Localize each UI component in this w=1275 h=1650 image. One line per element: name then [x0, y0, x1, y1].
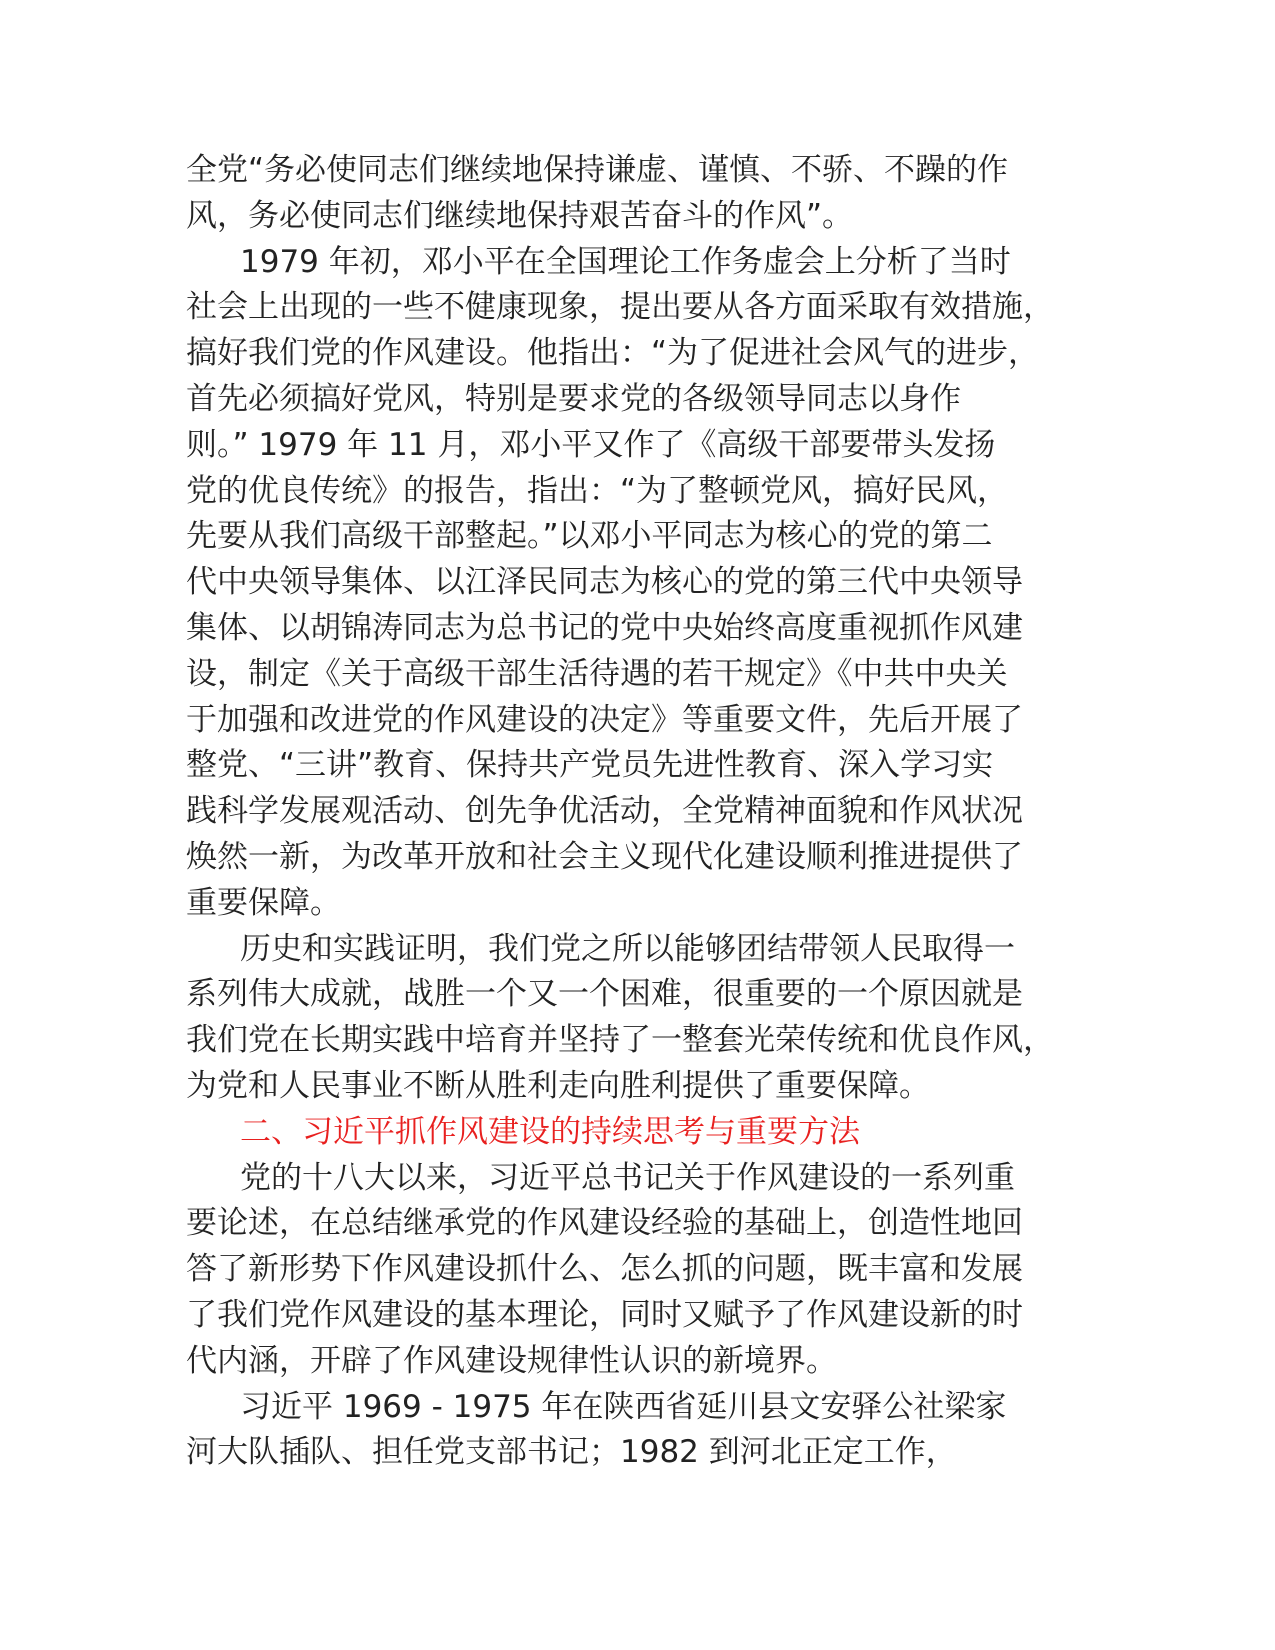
text-line: 于加强和改进党的作风建设的决定》等重要文件，先后开展了	[186, 701, 1023, 738]
section-heading: 二、习近平抓作风建设的持续思考与重要方法	[240, 1113, 860, 1150]
text-line: 系列伟大成就，战胜一个又一个困难，很重要的一个原因就是	[186, 976, 1023, 1013]
text-line: 全党“务必使同志们继续地保持谦虚、谨慎、不骄、不躁的作	[186, 152, 1009, 188]
text-line: 集体、以胡锦涛同志为总书记的党中央始终高度重视抓作风建	[186, 609, 1023, 646]
paragraph-start-line: 历史和实践证明，我们党之所以能够团结带领人民取得一	[240, 930, 1015, 967]
paragraph-start-line: 习近平 1969 - 1975 年在陕西省延川县文安驿公社梁家	[240, 1388, 1007, 1425]
text-line: 则。” 1979 年 11 月，邓小平又作了《高级干部要带头发扬	[186, 426, 996, 463]
text-line: 焕然一新，为改革开放和社会主义现代化建设顺利推进提供了	[186, 838, 1023, 875]
text-line: 设，制定《关于高级干部生活待遇的若干规定》《中共中央关	[186, 655, 1008, 692]
text-line: 搞好我们党的作风建设。他指出：“为了促进社会风气的进步，	[186, 335, 1040, 372]
text-line: 了我们党作风建设的基本理论，同时又赋予了作风建设新的时	[186, 1296, 1023, 1333]
text-line: 要论述，在总结继承党的作风建设经验的基础上，创造性地回	[186, 1205, 1023, 1242]
text-line: 我们党在长期实践中培育并坚持了一整套光荣传统和优良作风，	[186, 1022, 1054, 1059]
paragraph-start-line: 1979 年初，邓小平在全国理论工作务虚会上分析了当时	[240, 243, 1011, 280]
text-line: 代内涵，开辟了作风建设规律性认识的新境界。	[186, 1342, 837, 1379]
text-line: 首先必须搞好党风，特别是要求党的各级领导同志以身作	[186, 380, 961, 417]
text-line: 重要保障。	[186, 884, 341, 921]
text-line: 河大队插队、担任党支部书记；1982 到河北正定工作，	[186, 1434, 957, 1471]
text-line: 答了新形势下作风建设抓什么、怎么抓的问题，既丰富和发展	[186, 1251, 1023, 1288]
text-line: 先要从我们高级干部整起。”以邓小平同志为核心的党的第二	[186, 518, 993, 555]
text-line: 践科学发展观活动、创先争优活动，全党精神面貌和作风状况	[186, 793, 1023, 830]
text-line: 为党和人民事业不断从胜利走向胜利提供了重要保障。	[186, 1067, 930, 1104]
text-line: 整党、“三讲”教育、保持共产党员先进性教育、深入学习实	[186, 747, 994, 784]
text-line: 代中央领导集体、以江泽民同志为核心的党的第三代中央领导	[186, 564, 1023, 601]
paragraph-start-line: 党的十八大以来，习近平总书记关于作风建设的一系列重	[240, 1159, 1015, 1196]
text-line: 党的优良传统》的报告，指出：“为了整顿党风，搞好民风，	[186, 472, 1009, 509]
document-body	[186, 148, 1106, 1476]
text-line: 风，务必使同志们继续地保持艰苦奋斗的作风”。	[186, 197, 854, 234]
text-line: 社会上出现的一些不健康现象，提出要从各方面采取有效措施，	[186, 289, 1054, 326]
